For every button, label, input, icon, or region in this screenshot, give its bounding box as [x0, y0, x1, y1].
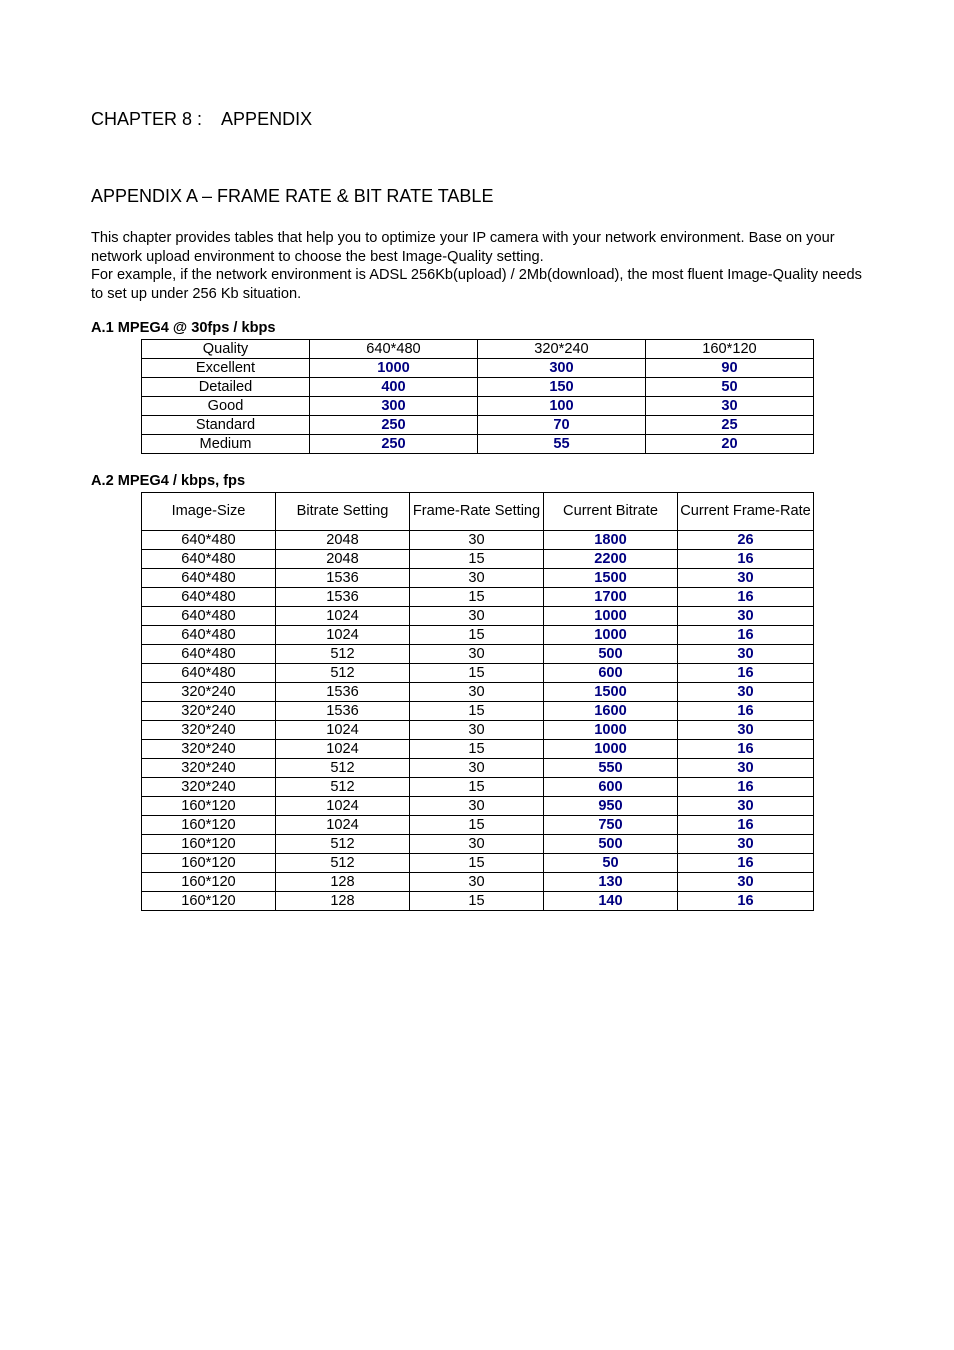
- table-cell: 30: [678, 569, 814, 588]
- table-cell: 55: [478, 435, 646, 454]
- column-header: Bitrate Setting: [276, 493, 410, 531]
- table-row: [142, 416, 814, 435]
- chapter-heading: [91, 109, 312, 130]
- table-cell: 512: [276, 759, 410, 778]
- section1-title: A.1 MPEG4 @ 30fps / kbps: [91, 320, 276, 336]
- table-cell: 320*240: [142, 778, 276, 797]
- table-cell: 20: [646, 435, 814, 454]
- column-header: 640*480: [310, 340, 478, 359]
- table-cell: 15: [410, 854, 544, 873]
- appendix-title: APPENDIX A – FRAME RATE & BIT RATE TABLE: [91, 186, 494, 206]
- table-row: [142, 435, 814, 454]
- table-cell: 130: [544, 873, 678, 892]
- table-cell: 1500: [544, 569, 678, 588]
- table-row: [142, 816, 814, 835]
- table-cell: 1536: [276, 702, 410, 721]
- table-cell: 2048: [276, 531, 410, 550]
- table-cell: 1000: [544, 626, 678, 645]
- table-cell: 250: [310, 435, 478, 454]
- table-cell: 640*480: [142, 645, 276, 664]
- table-cell: 16: [678, 816, 814, 835]
- table-cell: 30: [678, 721, 814, 740]
- table-cell: 30: [678, 873, 814, 892]
- table-cell: 1536: [276, 588, 410, 607]
- table-cell: 128: [276, 892, 410, 911]
- table-cell: 16: [678, 702, 814, 721]
- table-cell: 400: [310, 378, 478, 397]
- table-header-row: [142, 340, 814, 359]
- table-cell: 15: [410, 588, 544, 607]
- table-cell: 30: [410, 683, 544, 702]
- table-cell: 1500: [544, 683, 678, 702]
- table-cell: 70: [478, 416, 646, 435]
- table-cell: 320*240: [142, 721, 276, 740]
- table-cell: Medium: [142, 435, 310, 454]
- table-cell: 30: [678, 607, 814, 626]
- table-row: [142, 569, 814, 588]
- table-cell: 550: [544, 759, 678, 778]
- table-cell: Excellent: [142, 359, 310, 378]
- table-cell: 15: [410, 664, 544, 683]
- table-cell: 16: [678, 778, 814, 797]
- table-cell: 128: [276, 873, 410, 892]
- table-cell: 15: [410, 892, 544, 911]
- table-row: [142, 626, 814, 645]
- table-cell: 30: [410, 607, 544, 626]
- table-cell: 16: [678, 550, 814, 569]
- table-cell: 1536: [276, 683, 410, 702]
- mpeg4-kbps-fps-table: [141, 492, 814, 911]
- table-cell: Standard: [142, 416, 310, 435]
- table-cell: 30: [678, 759, 814, 778]
- table-cell: 640*480: [142, 531, 276, 550]
- table-row: [142, 778, 814, 797]
- table-cell: 30: [410, 797, 544, 816]
- table-cell: 512: [276, 778, 410, 797]
- table-cell: 30: [678, 683, 814, 702]
- column-header: 320*240: [478, 340, 646, 359]
- table-cell: 512: [276, 835, 410, 854]
- intro-text: [91, 229, 871, 303]
- table-cell: 30: [678, 797, 814, 816]
- table-row: [142, 359, 814, 378]
- table-row: [142, 835, 814, 854]
- table-header-row: [142, 493, 814, 531]
- table-cell: 640*480: [142, 607, 276, 626]
- table-cell: 640*480: [142, 664, 276, 683]
- table-row: [142, 854, 814, 873]
- table-cell: 1600: [544, 702, 678, 721]
- table-cell: 640*480: [142, 550, 276, 569]
- column-header: Image-Size: [142, 493, 276, 531]
- table-cell: 30: [410, 759, 544, 778]
- table-cell: 30: [410, 835, 544, 854]
- column-header: Current Frame-Rate: [678, 493, 814, 531]
- table-cell: 750: [544, 816, 678, 835]
- table-cell: 320*240: [142, 683, 276, 702]
- column-header: Quality: [142, 340, 310, 359]
- column-header: 160*120: [646, 340, 814, 359]
- table-cell: 300: [478, 359, 646, 378]
- table-cell: 2048: [276, 550, 410, 569]
- table-cell: 160*120: [142, 797, 276, 816]
- table-cell: 1024: [276, 740, 410, 759]
- table-cell: 1024: [276, 607, 410, 626]
- table-cell: 25: [646, 416, 814, 435]
- table-cell: 30: [410, 721, 544, 740]
- chapter-label: CHAPTER 8 :: [91, 109, 203, 129]
- table-row: [142, 550, 814, 569]
- table-row: [142, 721, 814, 740]
- table-cell: 150: [478, 378, 646, 397]
- section2-title: A.2 MPEG4 / kbps, fps: [91, 473, 246, 489]
- table-cell: 600: [544, 778, 678, 797]
- table-cell: 160*120: [142, 835, 276, 854]
- table-row: [142, 702, 814, 721]
- table-cell: 1700: [544, 588, 678, 607]
- table-cell: 320*240: [142, 702, 276, 721]
- table-cell: 15: [410, 740, 544, 759]
- table-cell: 140: [544, 892, 678, 911]
- table-cell: 30: [678, 645, 814, 664]
- table-cell: 1000: [544, 607, 678, 626]
- table-cell: 500: [544, 835, 678, 854]
- table-row: [142, 588, 814, 607]
- table-cell: 1000: [544, 740, 678, 759]
- table-cell: 30: [410, 873, 544, 892]
- table-cell: 16: [678, 664, 814, 683]
- table-cell: 160*120: [142, 892, 276, 911]
- table-cell: 1024: [276, 626, 410, 645]
- table-cell: 90: [646, 359, 814, 378]
- table-cell: 500: [544, 645, 678, 664]
- table-cell: 16: [678, 892, 814, 911]
- table-cell: 640*480: [142, 626, 276, 645]
- table-cell: 16: [678, 854, 814, 873]
- table-row: [142, 683, 814, 702]
- column-header: Current Bitrate: [544, 493, 678, 531]
- table-cell: 512: [276, 664, 410, 683]
- intro-paragraph-2: For example, if the network environment is ADSL 256Kb(upload) / 2Mb(download), the most fluent Image-Quality needs to set up under 256 Kb situation.: [91, 267, 862, 302]
- table-cell: 1536: [276, 569, 410, 588]
- table-cell: Detailed: [142, 378, 310, 397]
- table-cell: 30: [410, 531, 544, 550]
- table-row: [142, 797, 814, 816]
- table-cell: 15: [410, 626, 544, 645]
- table-row: [142, 759, 814, 778]
- table-cell: 640*480: [142, 569, 276, 588]
- table-cell: 320*240: [142, 759, 276, 778]
- table-cell: 16: [678, 740, 814, 759]
- table-cell: 160*120: [142, 873, 276, 892]
- table-row: [142, 397, 814, 416]
- table-cell: 640*480: [142, 588, 276, 607]
- chapter-title: APPENDIX: [221, 109, 313, 129]
- table-cell: 50: [646, 378, 814, 397]
- table-cell: 16: [678, 588, 814, 607]
- table-cell: 1024: [276, 797, 410, 816]
- table-cell: 30: [410, 645, 544, 664]
- table-cell: 600: [544, 664, 678, 683]
- table-cell: 30: [646, 397, 814, 416]
- table-cell: 15: [410, 550, 544, 569]
- table-cell: 100: [478, 397, 646, 416]
- table-cell: 512: [276, 854, 410, 873]
- table-cell: 15: [410, 702, 544, 721]
- table-row: [142, 873, 814, 892]
- table-cell: 1000: [544, 721, 678, 740]
- table-cell: 30: [678, 835, 814, 854]
- table-cell: 50: [544, 854, 678, 873]
- table-row: [142, 892, 814, 911]
- table-cell: 250: [310, 416, 478, 435]
- table-cell: Good: [142, 397, 310, 416]
- table-cell: 1024: [276, 816, 410, 835]
- table-cell: 160*120: [142, 816, 276, 835]
- table-cell: 26: [678, 531, 814, 550]
- table-row: [142, 740, 814, 759]
- table-cell: 950: [544, 797, 678, 816]
- table-cell: 1800: [544, 531, 678, 550]
- table-cell: 2200: [544, 550, 678, 569]
- table-row: [142, 645, 814, 664]
- table-cell: 1000: [310, 359, 478, 378]
- mpeg4-30fps-table: [141, 339, 814, 454]
- intro-paragraph-1: This chapter provides tables that help you to optimize your IP camera with your network environment. Base on your network upload environment to choose the best Image-Quality setting.: [91, 230, 835, 265]
- table-cell: 160*120: [142, 854, 276, 873]
- table-cell: 30: [410, 569, 544, 588]
- table-cell: 15: [410, 816, 544, 835]
- table-cell: 1024: [276, 721, 410, 740]
- table-cell: 320*240: [142, 740, 276, 759]
- table-row: [142, 664, 814, 683]
- table-cell: 16: [678, 626, 814, 645]
- table-cell: 512: [276, 645, 410, 664]
- table-row: [142, 378, 814, 397]
- table-cell: 300: [310, 397, 478, 416]
- table-cell: 15: [410, 778, 544, 797]
- table-row: [142, 607, 814, 626]
- column-header: Frame-Rate Setting: [410, 493, 544, 531]
- table-row: [142, 531, 814, 550]
